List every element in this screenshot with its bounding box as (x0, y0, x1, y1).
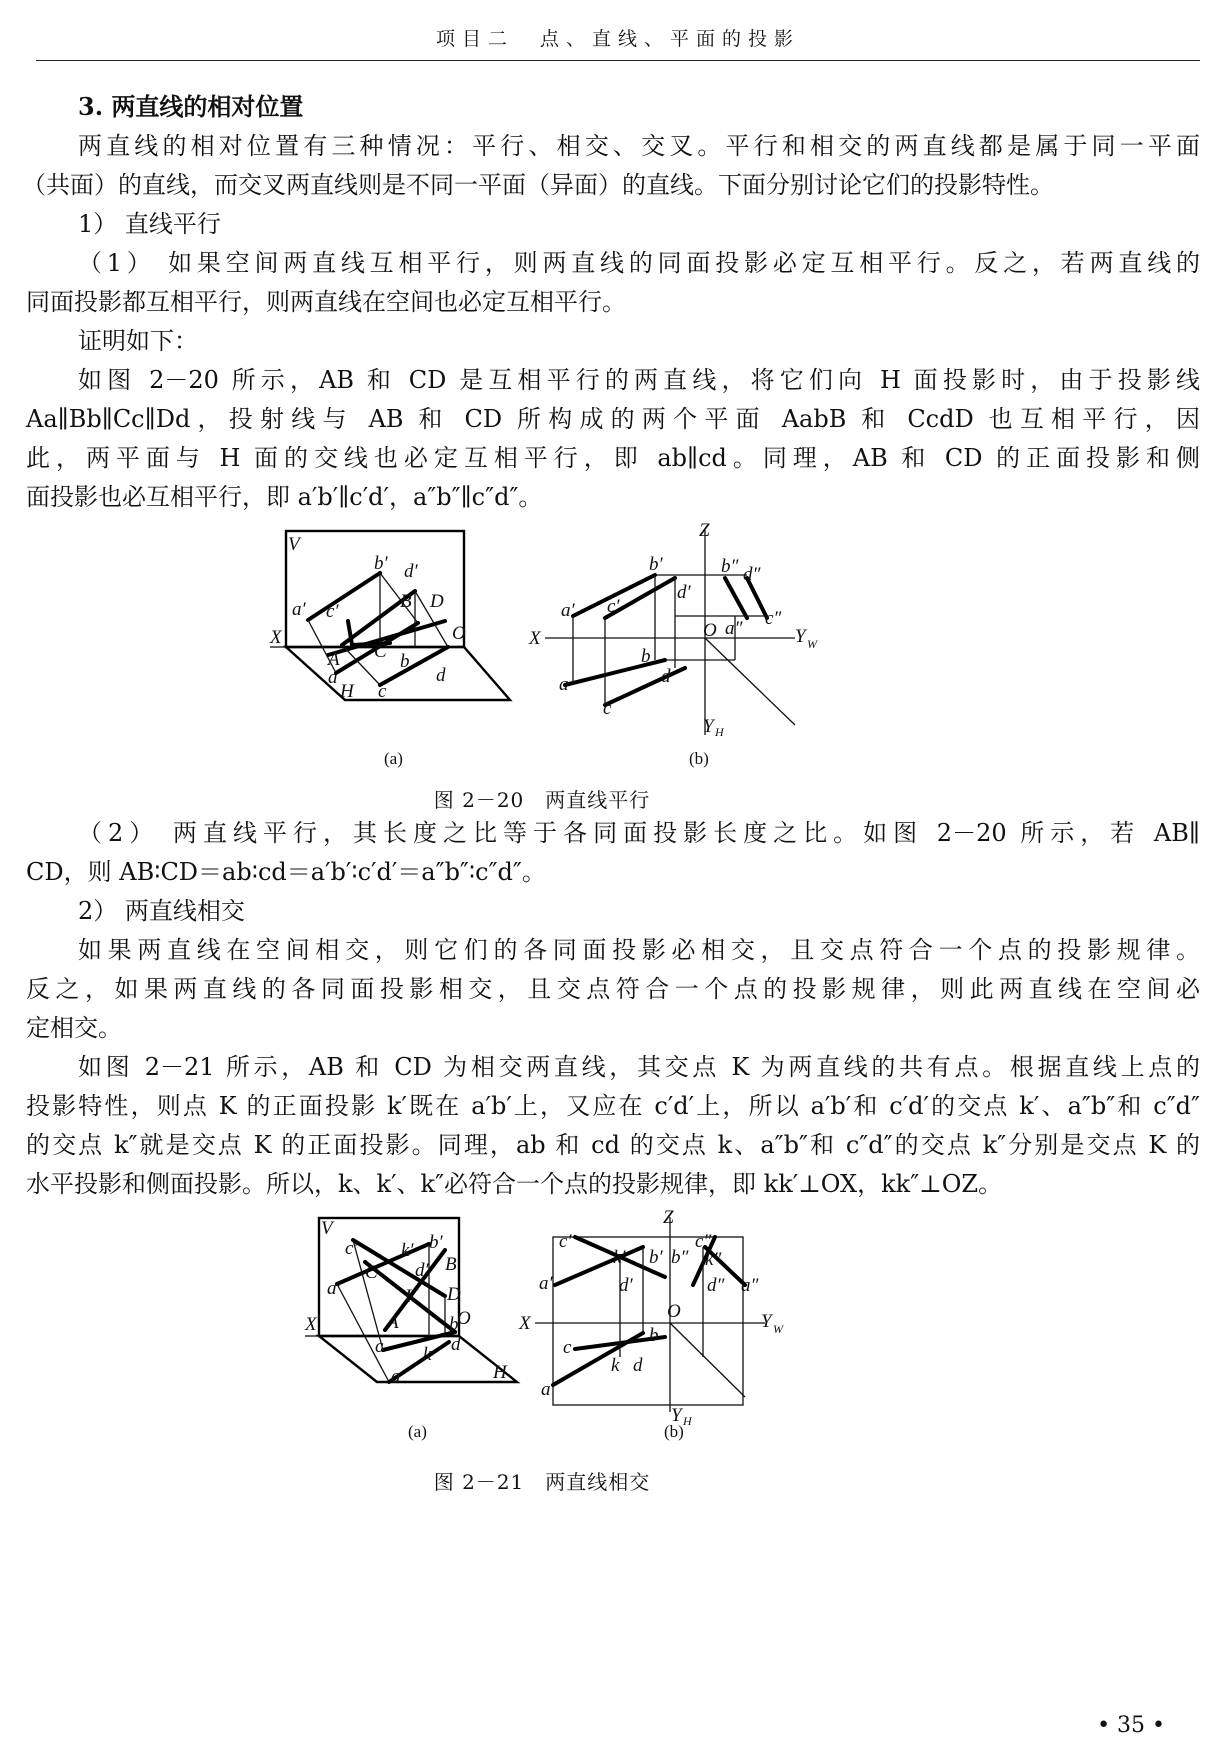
fig21a-label-6: d′ (415, 1260, 429, 1281)
fig21b-label-7: a′ (539, 1273, 553, 1294)
running-header: 项目二 点、直线、平面的投影 (36, 18, 1200, 61)
para-line-14: 如果两直线在空间相交，则它们的各同面投影必相交，且交点符合一个点的投影规律。 (78, 936, 1200, 964)
figure-2-20-a (270, 525, 550, 755)
fig21b-label-0: Z (663, 1207, 674, 1228)
fig21a-label-8: K (405, 1286, 418, 1307)
figure-2-21-a (305, 1212, 545, 1442)
fig20a-label-10: C (374, 641, 387, 662)
fig20a-label-4: D (430, 591, 444, 612)
para-line-18: 投影特性，则点 K 的正面投影 k′既在 a′b′上，又应在 c′d′上，所以 a′b′和 c′d′的交点 k′、a″b″和 c″d″ (26, 1092, 1200, 1120)
fig21-caption: 图 2－21 两直线相交 (433, 1470, 651, 1494)
fig20a-label-9: A (328, 649, 340, 670)
fig20b-label-1: b′ (649, 554, 663, 575)
subhead-parallel: 1） 直线平行 (78, 210, 221, 238)
para-line-11: （2） 两直线平行，其长度之比等于各同面投影长度之比。如图 2－20 所示，若 AB∥ (78, 819, 1200, 847)
fig21a-label-11: X (305, 1314, 317, 1335)
fig20b-label-14: a (559, 674, 569, 695)
fig20b-label-11: Y (795, 626, 806, 647)
fig20a-label-7: X (270, 627, 282, 648)
fig21b-label-5: b″ (671, 1247, 689, 1268)
fig20a-label-0: V (288, 534, 300, 555)
fig21a-label-5: C (365, 1262, 378, 1283)
fig20a-label-14: H (340, 681, 354, 702)
fig21a-label-18: H (493, 1362, 507, 1383)
para-line-5: 同面投影都互相平行，则两直线在空间也必定互相平行。 (26, 288, 626, 316)
fig20b-label-17: Y (703, 716, 714, 737)
para-line-4: （1） 如果空间两直线互相平行，则两直线的同面投影必定互相平行。反之，若两直线的 (78, 249, 1200, 277)
figure-2-21-b (515, 1207, 795, 1437)
fig20a-label-13: d (436, 665, 446, 686)
para-line-12: CD，则 AB∶CD＝ab∶cd＝a′b′∶c′d′＝a″b″∶c″d″。 (26, 858, 546, 886)
fig20b-label-18: H (715, 725, 724, 739)
fig20a-label-6: c′ (326, 601, 339, 622)
page-number: • 35 • (1097, 1713, 1165, 1738)
fig20b-label-9: a″ (725, 618, 743, 639)
fig20a-label-5: a′ (292, 599, 306, 620)
fig21a-label-4: B (445, 1254, 457, 1275)
fig21b-label-20: Y (671, 1405, 682, 1426)
fig21-sub-a: (a) (408, 1422, 427, 1441)
fig20b-label-4: d′ (677, 582, 691, 603)
fig21b-label-4: b′ (649, 1247, 663, 1268)
fig21b-label-6: k″ (705, 1249, 722, 1270)
fig21a-label-3: b′ (429, 1232, 443, 1253)
figure-2-20-b (525, 520, 825, 760)
para-line-15: 反之，如果两直线的各同面投影相交，且交点符合一个点的投影规律，则此两直线在空间必 (26, 975, 1200, 1003)
subhead-intersect: 2） 两直线相交 (78, 897, 245, 925)
fig21a-label-12: A (387, 1312, 399, 1333)
fig21b-label-15: b (649, 1325, 659, 1346)
fig20-caption: 图 2－20 两直线平行 (433, 788, 651, 812)
fig20-sub-b: (b) (689, 749, 709, 768)
fig21a-label-10: O (457, 1308, 471, 1329)
fig20b-label-5: a′ (561, 600, 575, 621)
fig21a-label-15: k (423, 1344, 432, 1365)
fig20a-label-12: a (328, 667, 338, 688)
para-line-10: 面投影也必互相平行，即 a′b′∥c′d′，a″b″∥c″d″。 (26, 483, 543, 511)
fig21b-label-1: c′ (559, 1231, 572, 1252)
fig21a-label-13: b (449, 1314, 459, 1335)
fig20b-label-10: c″ (765, 608, 782, 629)
para-line-19: 的交点 k″就是交点 K 的正面投影。同理，ab 和 cd 的交点 k、a″b″和 c″d″的交点 k″分别是交点 K 的 (26, 1131, 1200, 1159)
fig20b-label-16: c (603, 698, 612, 719)
fig21a-label-17: a (391, 1366, 401, 1387)
fig21a-label-2: k′ (401, 1240, 414, 1261)
para-line-2: （共面）的直线，而交叉两直线则是不同一平面（异面）的直线。下面分别讨论它们的投影特性。 (22, 171, 1054, 199)
fig20b-label-12: W (807, 637, 817, 651)
fig20b-label-2: b″ (721, 556, 739, 577)
fig20b-label-0: Z (699, 520, 710, 541)
fig20b-label-8: O (703, 620, 717, 641)
fig21a-label-14: c (375, 1336, 384, 1357)
fig20a-label-11: b (400, 651, 410, 672)
para-line-20: 水平投影和侧面投影。所以，k、k′、k″必符合一个点的投影规律，即 kk′⊥OX，kk″⊥OZ。 (26, 1170, 1003, 1198)
fig21b-label-11: O (667, 1301, 681, 1322)
fig21a-label-16: d (451, 1334, 461, 1355)
fig21-sub-b: (b) (664, 1422, 684, 1441)
fig20b-label-13: b (641, 646, 651, 667)
fig21a-label-9: D (447, 1284, 461, 1305)
para-line-9: 此，两平面与 H 面的交线也必定互相平行，即 ab∥cd。同理，AB 和 CD 的正面投影和侧 (26, 444, 1200, 472)
fig21b-label-16: c (563, 1337, 572, 1358)
para-line-7: 如图 2－20 所示，AB 和 CD 是互相平行的两直线，将它们向 H 面投影时，由于投影线 (78, 366, 1200, 394)
fig21b-label-13: Y (761, 1311, 772, 1332)
section-title: 3. 两直线的相对位置 (78, 92, 304, 121)
fig20b-label-15: d (661, 666, 671, 687)
fig21b-label-21: H (683, 1414, 692, 1428)
fig20a-label-3: B (400, 591, 412, 612)
para-line-17: 如图 2－21 所示，AB 和 CD 为相交两直线，其交点 K 为两直线的共有点。根据直线上点的 (78, 1053, 1200, 1081)
fig20a-label-1: b′ (374, 553, 388, 574)
fig21a-label-7: a′ (327, 1278, 341, 1299)
fig20a-label-2: d′ (404, 561, 418, 582)
fig21b-label-8: d′ (619, 1275, 633, 1296)
fig21b-label-3: k′ (613, 1247, 626, 1268)
fig21b-label-2: c″ (695, 1231, 712, 1252)
para-line-8: Aa∥Bb∥Cc∥Dd，投射线与 AB 和 CD 所构成的两个平面 AabB 和 CcdD 也互相平行，因 (26, 405, 1200, 433)
fig21b-label-14: W (773, 1322, 783, 1336)
fig20a-label-15: c (378, 681, 387, 702)
para-line-1: 两直线的相对位置有三种情况：平行、相交、交叉。平行和相交的两直线都是属于同一平面 (78, 132, 1200, 160)
fig20b-label-3: d″ (743, 564, 761, 585)
fig21a-label-0: V (321, 1218, 333, 1239)
fig21b-label-18: d (633, 1355, 643, 1376)
fig21a-label-1: c′ (345, 1238, 358, 1259)
para-line-6: 证明如下： (78, 327, 198, 355)
fig20a-label-8: O (452, 623, 466, 644)
fig21b-label-17: k (611, 1355, 620, 1376)
fig20b-label-7: X (529, 628, 541, 649)
fig21b-label-9: d″ (707, 1275, 725, 1296)
fig20b-label-6: c′ (607, 596, 620, 617)
fig21b-label-12: X (519, 1313, 531, 1334)
para-line-16: 定相交。 (26, 1014, 122, 1042)
fig21b-label-10: a″ (741, 1275, 759, 1296)
fig20-sub-a: (a) (384, 749, 403, 768)
fig21b-label-19: a (541, 1379, 551, 1400)
